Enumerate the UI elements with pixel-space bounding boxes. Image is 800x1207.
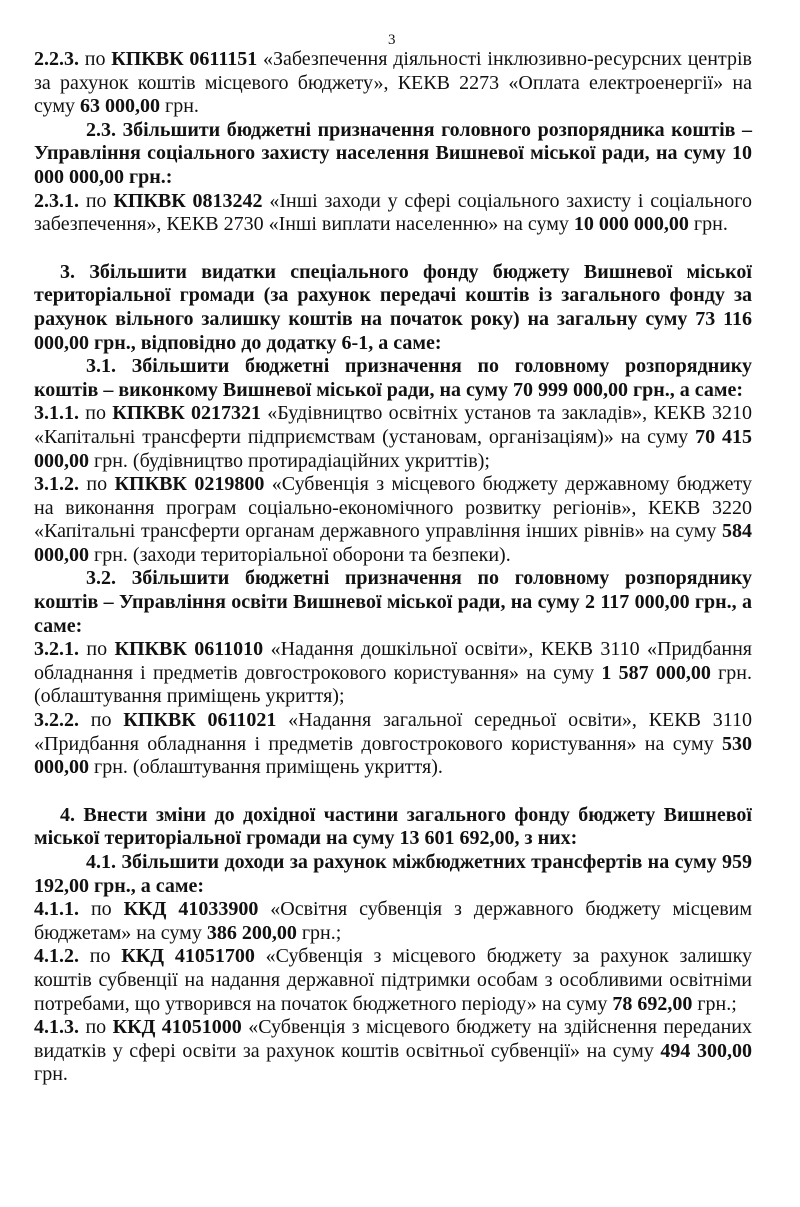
bold-text: 70 415 000,00	[34, 425, 752, 472]
text-run: «Субвенція з місцевого бюджету на здійснення переданих видатків у сфері освіти за рахунок коштів освітньої субвенції» на суму	[34, 1016, 752, 1062]
bold-text: 530 000,00	[34, 732, 752, 779]
paragraph	[34, 851, 752, 898]
bold-text: 2.2.3.	[34, 48, 79, 70]
bold-text: ККД 41051700	[121, 945, 255, 968]
text-run: по	[79, 402, 113, 425]
bold-text: КПКВК 0217321	[112, 402, 261, 425]
text-run: грн. (облаштування приміщень укриття);	[34, 661, 753, 708]
bold-text: 4. Внести зміни до дохідної частини загального фонду бюджету Вишневої міської територіальної громади на суму 13 601 692,00, з них:	[34, 803, 752, 850]
text-run: по	[79, 189, 114, 212]
text-run: грн.	[688, 213, 728, 236]
text-run: «Надання дошкільної освіти», КЕКВ 3110 «Придбання обладнання і предметів довгострокового користування» на суму	[34, 638, 753, 684]
paragraph	[34, 355, 752, 402]
bold-text: ККД 41051000	[112, 1016, 242, 1039]
text-run: грн.	[34, 1063, 68, 1086]
paragraph	[34, 473, 752, 567]
paragraph-spacer	[34, 780, 752, 804]
text-run: по	[79, 1016, 113, 1039]
bold-text: КПКВК 0219800	[114, 473, 265, 496]
bold-text: 494 300,00	[660, 1039, 752, 1062]
text-run: «Будівництво освітніх установ та закладів», КЕКВ 3210 «Капітальні трансферти підприємствам (установам, організаціям)» на суму	[34, 402, 752, 448]
text-run: по	[79, 48, 112, 70]
text-run: по	[79, 473, 115, 496]
bold-text: 2.3.1.	[34, 189, 79, 212]
paragraph	[34, 190, 752, 237]
paragraph	[34, 48, 752, 119]
bold-text: 386 200,00	[206, 921, 297, 944]
bold-text: ККД 41033900	[123, 898, 259, 921]
text-run: по	[79, 638, 115, 661]
text-run: по	[79, 709, 124, 732]
text-run: по	[79, 945, 122, 968]
bold-text: КПКВК 0611151	[111, 48, 258, 70]
bold-text: 63 000,00	[80, 95, 161, 118]
paragraph	[34, 402, 752, 473]
page-number: 3	[388, 32, 396, 48]
bold-text: 584 000,00	[34, 520, 752, 566]
paragraph	[34, 804, 752, 851]
text-run: «Надання загальної середньої освіти», КЕКВ 3110 «Придбання обладнання і предметів довгострокового користування» на суму	[34, 709, 752, 755]
bold-text: 3.1. Збільшити бюджетні призначення по головному розпоряднику коштів – виконкому Вишневої міської ради, на суму 70 999 000,00 грн., а саме:	[34, 355, 752, 401]
text-run: «Забезпечення діяльності інклюзивно-ресурсних центрів за рахунок коштів місцевого бюджету», КЕКВ 2273 «Оплата електроенергії» на суму	[34, 48, 752, 118]
bold-text: 3. Збільшити видатки спеціального фонду бюджету Вишневої міської територіальної громади (за рахунок передачі коштів із загального фонду за рахунок вільного залишку коштів на початок року) на загальну суму 73 116 000,00 грн., відповідно до додатку 6-1, а саме:	[34, 260, 752, 354]
text-run: «Субвенція з місцевого бюджету державному бюджету на виконання програм соціально-економічного розвитку регіонів», КЕКВ 3220 «Капітальні трансферти органам державного управління інших рівнів» на суму	[34, 473, 752, 543]
bold-text: 4.1.2.	[34, 945, 79, 968]
paragraph	[34, 945, 752, 1016]
bold-text: 4.1.1.	[34, 898, 79, 921]
paragraph	[34, 1016, 752, 1087]
paragraph	[34, 898, 752, 945]
bold-text: КПКВК 0611021	[123, 709, 277, 732]
paragraph	[34, 638, 752, 709]
bold-text: КПКВК 0813242	[113, 189, 263, 212]
bold-text: 2.3. Збільшити бюджетні призначення головного розпорядника коштів – Управління соціального захисту населення Вишневої міської ради, на суму 10 000 000,00 грн.:	[34, 118, 752, 188]
document-body	[34, 48, 752, 1087]
text-run: «Освітня субвенція з державного бюджету місцевим бюджетам» на суму	[34, 898, 753, 944]
bold-text: 3.1.2.	[34, 473, 79, 496]
paragraph	[34, 567, 752, 638]
text-run: грн.;	[296, 921, 342, 944]
text-run: по	[79, 898, 124, 921]
bold-text: 4.1. Збільшити доходи за рахунок міжбюджетних трансфертів на суму 959 192,00 грн., а саме:	[34, 851, 752, 897]
paragraph	[34, 709, 752, 780]
text-run: грн. (облаштування приміщень укриття).	[89, 756, 443, 779]
paragraph	[34, 119, 752, 190]
text-run: «Інші заходи у сфері соціального захисту і соціального забезпечення», КЕКВ 2730 «Інші виплати населенню» на суму	[34, 189, 752, 236]
text-run: грн.;	[692, 992, 737, 1015]
text-run: грн. (заходи територіальної оборони та безпеки).	[89, 543, 511, 566]
bold-text: 4.1.3.	[34, 1016, 79, 1039]
bold-text: 10 000 000,00	[573, 213, 689, 236]
bold-text: 3.1.1.	[34, 402, 79, 425]
bold-text: 78 692,00	[612, 992, 693, 1015]
bold-text: КПКВК 0611010	[114, 638, 264, 661]
bold-text: 3.2.1.	[34, 638, 79, 661]
bold-text: 3.2. Збільшити бюджетні призначення по головному розпоряднику коштів – Управління освіти Вишневої міської ради, на суму 2 117 000,00 грн., а саме:	[34, 567, 752, 637]
text-run: грн.	[160, 95, 199, 118]
text-run: «Субвенція з місцевого бюджету за рахунок залишку коштів субвенції на надання державної підтримки особам з особливими освітніми потребами, що утворився на початок бюджетного періоду» на суму	[34, 945, 753, 1015]
text-run: грн. (будівництво протирадіаційних укриттів);	[89, 449, 490, 472]
paragraph	[34, 261, 752, 355]
bold-text: 1 587 000,00	[601, 661, 711, 684]
bold-text: 3.2.2.	[34, 709, 79, 732]
paragraph-spacer	[34, 237, 752, 261]
